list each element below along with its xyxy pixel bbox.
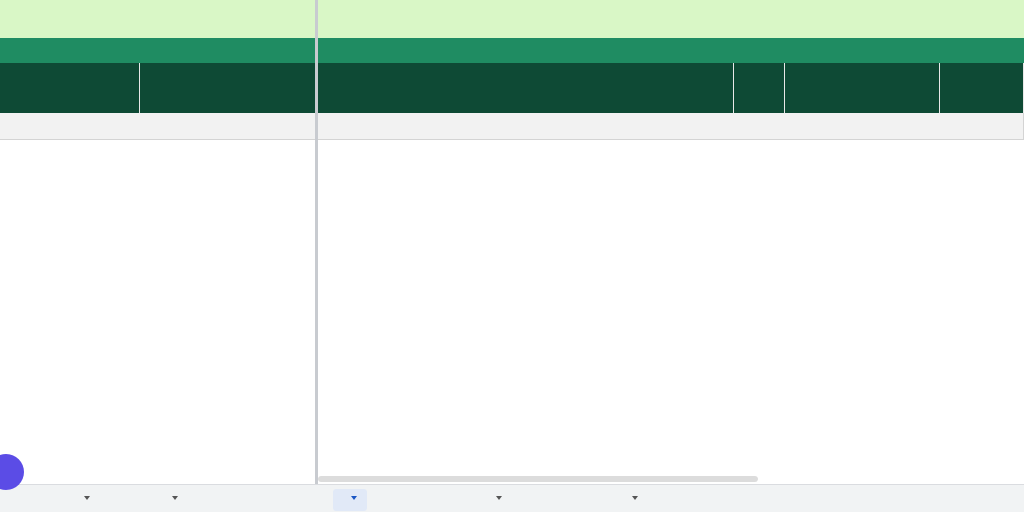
section-empty[interactable] [318,113,1024,139]
header-col-sous-categorie[interactable] [140,63,316,113]
tab-cas-usage-metier[interactable] [478,489,512,511]
header-col-priorite[interactable] [734,63,785,113]
frozen-column-divider[interactable] [315,0,318,484]
section-label[interactable] [0,113,316,139]
header-group-row [0,38,1024,63]
section-row [0,113,1024,140]
header-col-exemple[interactable] [785,63,940,113]
horizontal-scrollbar[interactable] [318,476,758,482]
tab-fonctionnement-support[interactable] [154,489,188,511]
header-col-categorie[interactable] [0,63,140,113]
chevron-down-icon [632,496,638,500]
tab-bienvenue[interactable] [66,489,100,511]
chevron-down-icon [84,496,90,500]
header-col-couverture[interactable] [940,63,1024,113]
chevron-down-icon [351,496,357,500]
chevron-down-icon [496,496,502,500]
header-columns-row [0,63,1024,113]
header-col-description[interactable] [318,63,734,113]
sheet-tabs-bar [0,484,1024,512]
tab-auteur[interactable] [610,489,648,511]
tab-besoins-fonctionnels[interactable] [333,489,367,511]
chevron-down-icon [172,496,178,500]
title-row [0,0,1024,38]
